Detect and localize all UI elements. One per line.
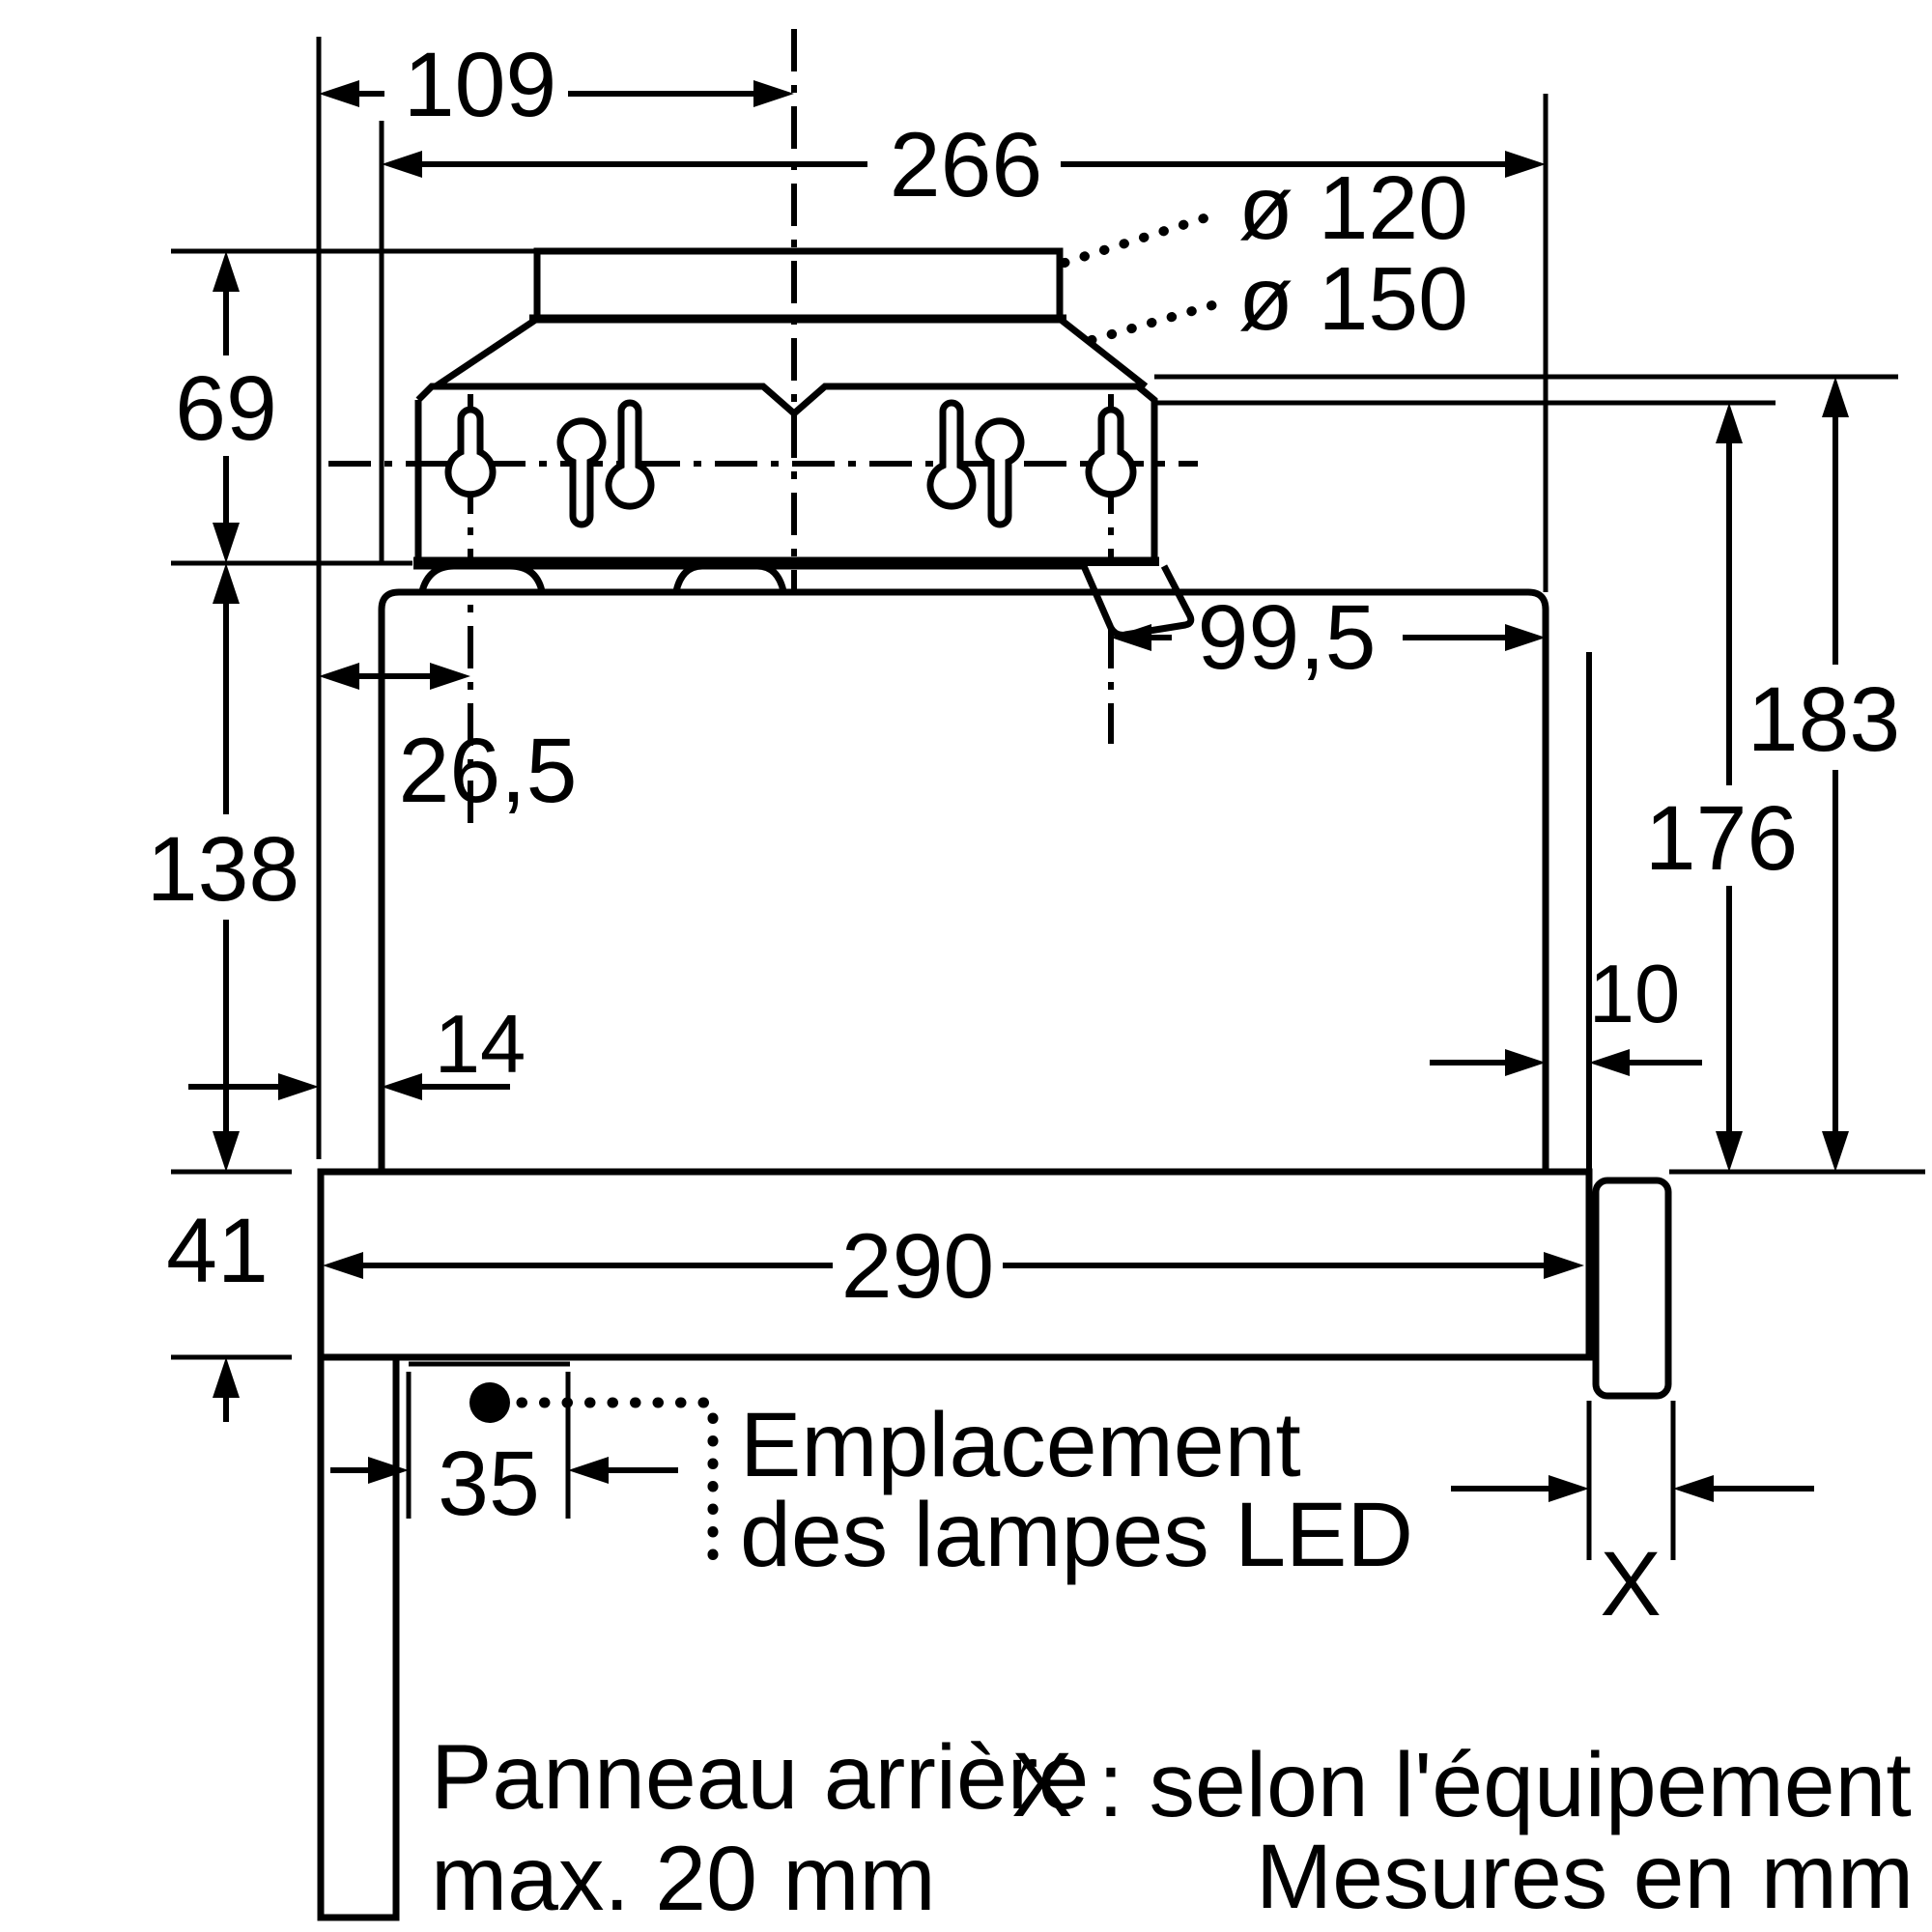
arrowhead (1505, 151, 1546, 178)
arrowhead (382, 1073, 422, 1100)
arrowhead (213, 523, 240, 563)
annotations (431, 1394, 1914, 1930)
dim-14 (188, 999, 526, 1100)
dim-35-label: 35 (438, 1433, 540, 1535)
dim-69 (175, 251, 277, 563)
equipment-note: X : selon l'équipement (1011, 1734, 1912, 1836)
arrowhead (568, 1457, 609, 1484)
dim-138 (147, 563, 300, 1172)
dim-290 (323, 1215, 1584, 1318)
dim-109-label: 109 (403, 34, 557, 136)
arrowhead (278, 1073, 319, 1100)
dim-176-label: 176 (1644, 787, 1799, 890)
leader-dia120 (1065, 213, 1219, 263)
units-note: Mesures en mm (1256, 1826, 1915, 1928)
arrowhead (1822, 1131, 1849, 1172)
led-label-line1: Emplacement (740, 1394, 1301, 1496)
flare-left (436, 319, 537, 386)
dim-176 (1645, 403, 1799, 1172)
dim-10 (1430, 949, 1702, 1076)
dim-14-label: 14 (434, 999, 526, 1091)
dim-41 (166, 1200, 269, 1422)
bracket-outline (418, 386, 1154, 558)
dim-26-5-label: 26,5 (398, 720, 578, 822)
bracket-foot-center (676, 566, 783, 591)
dim-109 (319, 34, 794, 136)
back-panel-label-line2: max. 20 mm (431, 1828, 936, 1930)
mounting-bracket (413, 386, 1191, 635)
dim-290-label: 290 (840, 1215, 995, 1318)
dim-26-5 (319, 663, 577, 822)
dim-41-label: 41 (166, 1200, 269, 1302)
led-label-line2: des lampes LED (740, 1484, 1414, 1586)
arrowhead (213, 1131, 240, 1172)
dim-266-label: 266 (889, 114, 1043, 216)
dim-99-5-label: 99,5 (1197, 586, 1377, 689)
dim-10-label: 10 (1588, 949, 1681, 1040)
back-panel-bar (321, 1357, 396, 1918)
visor-endcap (1596, 1180, 1668, 1396)
keyhole-slot-corner-left (448, 410, 493, 495)
arrowhead (368, 1457, 409, 1484)
arrowhead (1589, 1049, 1630, 1076)
arrowhead (1673, 1475, 1714, 1502)
back-panel-label-line1: Panneau arrière (431, 1726, 1090, 1829)
keyhole-slot-corner-right (1089, 410, 1133, 495)
extension-lines (171, 37, 1925, 1357)
arrowhead (1548, 1475, 1589, 1502)
diameter-callouts (1065, 157, 1468, 349)
arrowhead (1716, 1131, 1743, 1172)
arrowhead (1505, 624, 1546, 651)
arrowhead (1544, 1252, 1584, 1279)
keyhole-slot-pair-right-b (979, 421, 1021, 525)
dim-183-label: 183 (1747, 668, 1901, 771)
dim-138-label: 138 (146, 818, 300, 921)
arrowhead (1505, 1049, 1546, 1076)
dim-69-label: 69 (175, 357, 277, 460)
leader-dia150 (1092, 303, 1219, 340)
bracket-foot-left (422, 566, 542, 591)
led-dot (469, 1382, 510, 1423)
keyhole-slot-pair-right-a (930, 403, 973, 506)
dia-120-label: ø 120 (1238, 157, 1468, 258)
collar-stub (537, 251, 1060, 319)
duct-collar (436, 251, 1146, 386)
arrowhead (430, 663, 470, 690)
dim-35 (330, 1433, 678, 1535)
dim-x (1451, 1401, 1814, 1635)
dim-183 (1747, 377, 1901, 1172)
keyhole-slot-pair-left-b (609, 403, 651, 506)
bracket-latch (1084, 566, 1191, 635)
dia-150-label: ø 150 (1238, 248, 1468, 349)
keyhole-slot-pair-left-a (560, 421, 603, 525)
dim-x-label: X (1600, 1533, 1662, 1635)
arrowhead (753, 80, 794, 107)
